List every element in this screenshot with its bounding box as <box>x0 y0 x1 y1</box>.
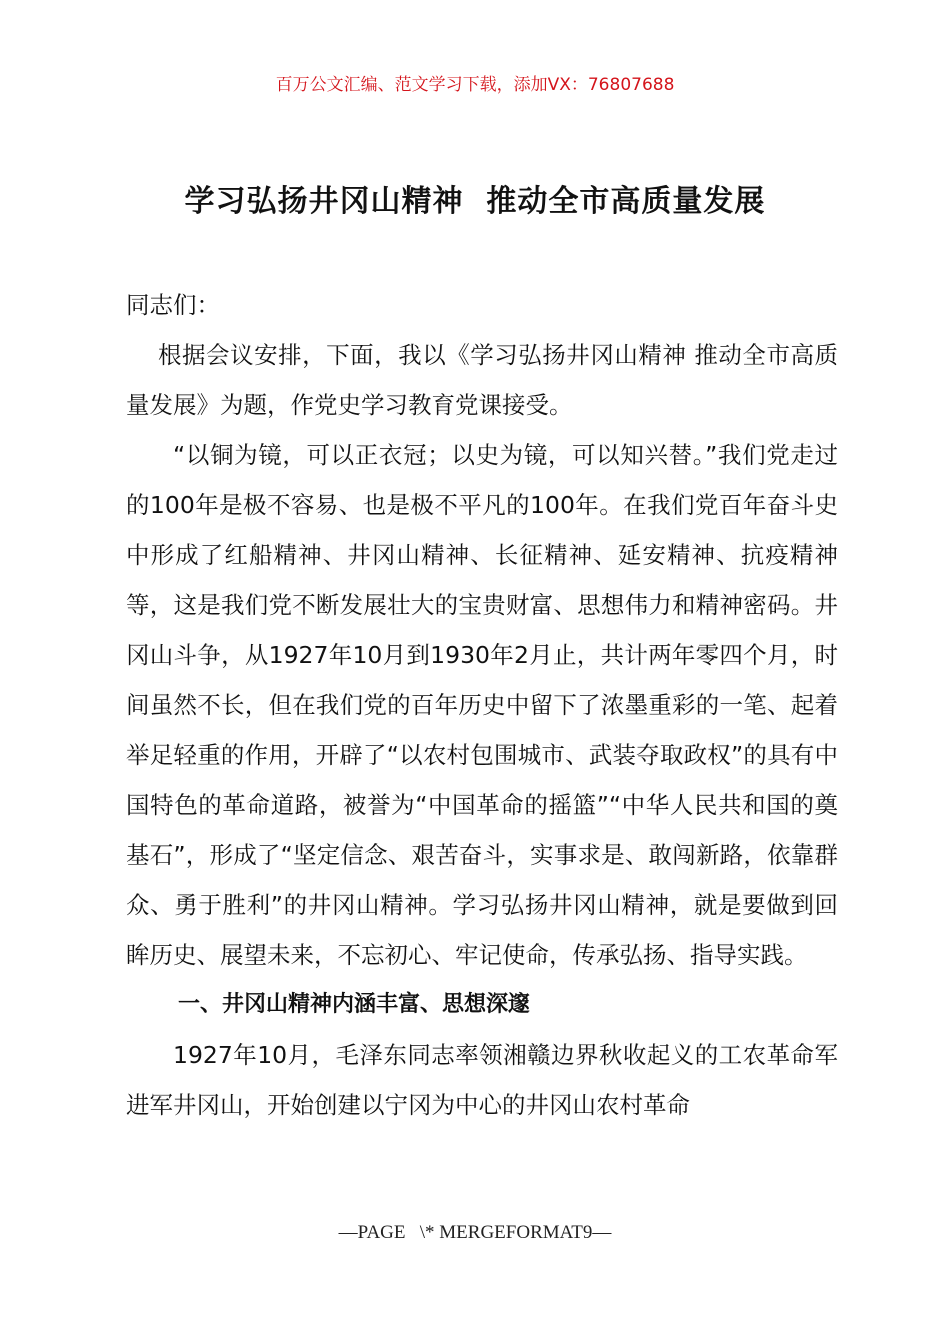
salutation: 同志们： <box>126 291 220 319</box>
header-note: 百万公文汇编、范文学习下载，添加VX：76807688 <box>275 75 675 95</box>
page-footer: —PAGE \* MERGEFORMAT9— <box>338 1222 612 1243</box>
document-body <box>126 280 838 1130</box>
paragraph-intro: 根据会议安排，下面，我以《学习弘扬井冈山精神 推动全市高质量发展》为题，作党史学习教育党课接受。 <box>126 341 838 419</box>
paragraph-main: “以铜为镜，可以正衣冠；以史为镜，可以知兴替。”我们党走过的100年是极不容易、也是极不平凡的100年。在我们党百年奋斗史中形成了红船精神、井冈山精神、长征精神、延安精神、抗疫精神等，这是我们党不断发展壮大的宝贵财富、思想伟力和精神密码。井冈山斗争，从1927年10月到1930年2月止，共计两年零四个月，时间虽然不长，但在我们党的百年历史中留下了浓墨重彩的一笔、起着举足轻重的作用，开辟了“以农村包围城市、武装夺取政权”的具有中国特色的革命道路，被誉为“中国革命的摇篮”“中华人民共和国的奠基石”，形成了“坚定信念、艰苦奋斗，实事求是、敢闯新路，依靠群众、勇于胜利”的井冈山精神。学习弘扬井冈山精神，就是要做到回眸历史、展望未来，不忘初心、牢记使命，传承弘扬、指导实践。 <box>126 441 838 969</box>
document-title: 学习弘扬井冈山精神 推动全市高质量发展 <box>184 184 766 219</box>
section-paragraph: 1927年10月，毛泽东同志率领湘赣边界秋收起义的工农革命军进军井冈山，开始创建以宁冈为中心的井冈山农村革命 <box>126 1041 838 1119</box>
section-heading: 一、井冈山精神内涵丰富、思想深邃 <box>178 992 531 1017</box>
